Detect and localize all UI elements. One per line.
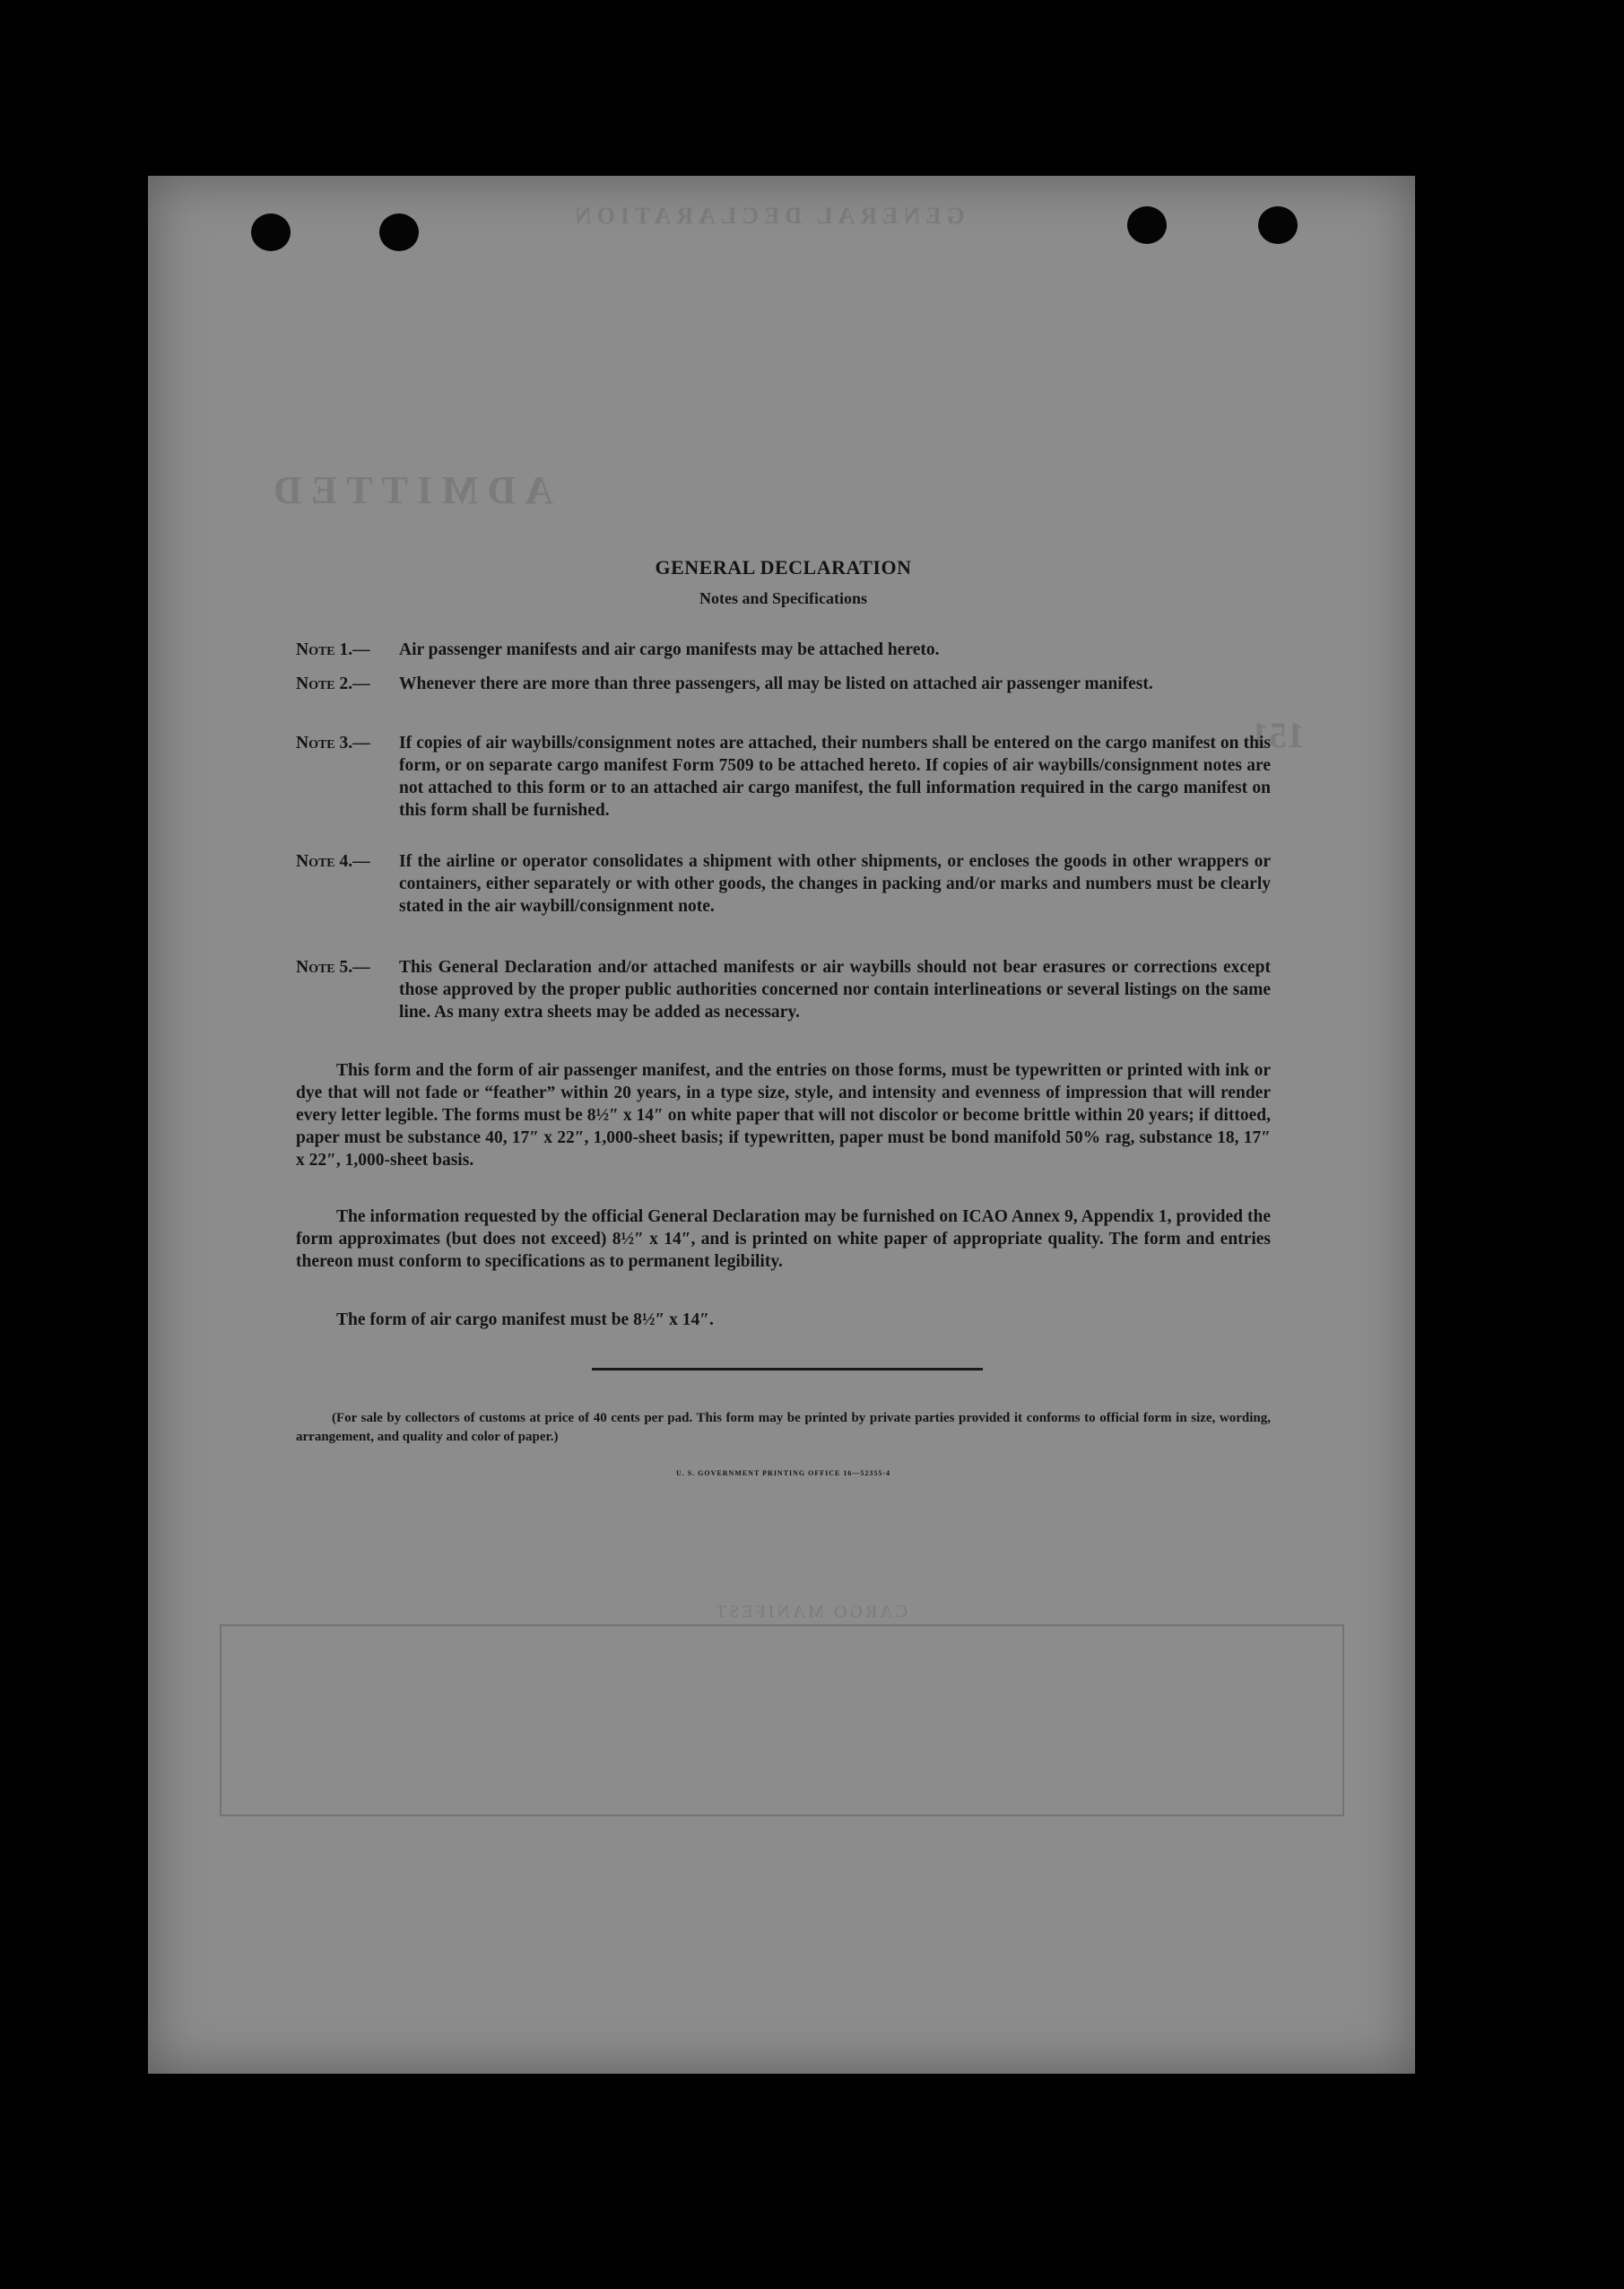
note-1 [296,639,1271,661]
note-label: Note 5.— [296,958,370,977]
bleed-through-number: 151 [1251,715,1305,755]
bleed-through-cargo-heading: CARGO MANIFEST [713,1602,908,1622]
note-text: If copies of air waybills/consignment notes are attached, their numbers shall be entered on the cargo manifest on this form, or on separate cargo manifest Form 7509 to be attached hereto. If copies of air waybills/consignment notes are not attached to this form or to an attached air cargo manifest, the full information required in the cargo manifest on this form shall be furnished. [399,734,1271,820]
paragraph-icao: The information requested by the official General Declaration may be furnished on ICAO Annex 9, Appendix 1, provided the form approximates (but does not exceed) 8½″ x 14″, and is printed on white paper of appropriate quality. The form and entries thereon must conform to specifications as to permanent legibility. [296,1207,1271,1271]
note-5 [296,956,1271,1023]
note-label: Note 3.— [296,734,370,753]
punch-hole-1 [251,213,291,251]
punch-hole-4 [1258,206,1298,244]
bleed-through-header: GENERAL DECLARATION [569,203,965,229]
paragraph-form-requirements: This form and the form of air passenger manifest, and the entries on those forms, must be typewritten or printed with ink or dye that will not fade or “feather” within 20 years, in a type size, style, and intensity and evenness of impression that will render every letter legible. The forms must be 8½″ x 14″ on white paper that will not discolor or become brittle within 20 years; if dittoed, paper must be substance 40, 17″ x 22″, 1,000-sheet basis; if typewritten, paper must be bond manifold 50% rag, substance 18, 17″ x 22″, 1,000-sheet basis. [296,1061,1271,1170]
note-4 [296,850,1271,918]
printer-line: U. S. GOVERNMENT PRINTING OFFICE 16—52355-4 [675,1469,891,1477]
note-label: Note 4.— [296,852,370,871]
note-label: Note 2.— [296,675,370,693]
punch-hole-2 [379,213,419,251]
note-text: If the airline or operator consolidates a shipment with other shipments, or encloses the goods in other wrappers or containers, either separately or with other goods, the changes in packing and/or marks and numbers must be clearly stated in the air waybill/consignment note. [399,852,1271,916]
document-page [148,176,1415,2074]
punch-hole-3 [1127,206,1167,244]
page-subtitle: Notes and Specifications [699,589,867,607]
paragraph-cargo-manifest-size: The form of air cargo manifest must be 8½″ x 14″. [336,1310,714,1329]
bleed-through-cargo-table [220,1624,1344,1816]
sale-notice: (For sale by collectors of customs at price of 40 cents per pad. This form may be printed by private parties provided it conforms to official form in size, wording, arrangement, and quality and color of paper.) [296,1411,1271,1444]
page-title: GENERAL DECLARATION [655,556,912,579]
bleed-through-stamp: ADMITTED [265,468,554,512]
note-text: Whenever there are more than three passengers, all may be listed on attached air passenger manifest. [399,675,1153,693]
note-3 [296,732,1271,822]
note-text: This General Declaration and/or attached manifests or air waybills should not bear erasures or corrections except those approved by the proper public authorities concerned nor contain interlineations or several listings on the same line. As many extra sheets may be added as necessary. [399,958,1271,1022]
note-text: Air passenger manifests and air cargo manifests may be attached hereto. [399,640,940,659]
divider-rule [592,1368,983,1371]
note-label: Note 1.— [296,640,370,659]
note-2 [296,673,1271,695]
